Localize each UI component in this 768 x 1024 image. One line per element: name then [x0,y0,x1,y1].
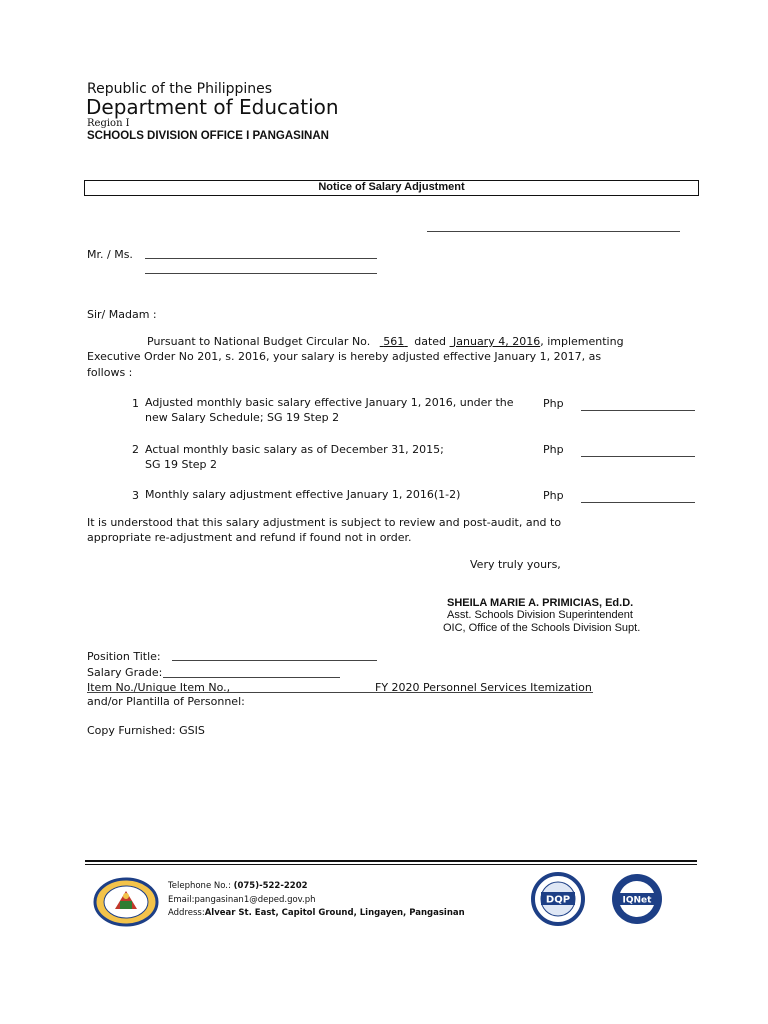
title-box [84,180,699,196]
svg-text:DQP: DQP [545,894,571,906]
salary-grade-label: Salary Grade: [87,666,163,679]
signatory-name: SHEILA MARIE A. PRIMICIAS, Ed.D. [447,597,634,609]
item-1-detail: new Salary Schedule; SG 19 Step 2 [145,411,340,424]
svg-text:IQNet: IQNet [622,895,652,906]
footer-rule-bottom [85,864,697,865]
item-1-amount-line [581,410,695,411]
p1-text-a: Pursuant to National Budget Circular No. [147,335,371,348]
p1-text-b: , implementing [540,335,624,348]
telephone-label: Telephone No.: [168,881,231,891]
paragraph-2-line-2: appropriate re-adjustment and refund if found not in order. [87,531,412,544]
item-2-currency: Php [543,443,564,456]
circular-number [374,335,408,348]
item-3-text: Monthly salary adjustment effective January 1, 2016(1-2) [145,488,461,501]
plantilla-label: and/or Plantilla of Personnel: [87,695,245,708]
addressee-address-line [145,273,377,274]
item-2-detail: SG 19 Step 2 [145,458,218,471]
iso-certification-logo [524,872,592,926]
salary-grade-line [163,677,340,678]
region-label: Region I [87,118,130,129]
position-title-line [172,660,377,661]
item-number-label: Item No./Unique Item No., [87,681,231,694]
division-seal-logo [93,877,159,927]
item-3-number: 3 [132,489,139,502]
circular-date [450,335,541,348]
paragraph-1-line-3: follows : [87,366,133,379]
address-label: Address: [168,908,205,918]
signatory-title-2: OIC, Office of the Schools Division Supt. [443,622,641,634]
greeting: Sir/ Madam : [87,308,157,321]
paragraph-1-line-1 [147,335,624,348]
itemization-label: FY 2020 Personnel Services Itemization [375,681,592,694]
email-value: pangasinan1@deped.gov.ph [194,895,316,905]
dated-label: dated [414,335,447,348]
item-1-number: 1 [132,397,139,410]
department-title: Department of Education [86,95,339,119]
address-row [168,908,465,918]
item-1-currency: Php [543,397,564,410]
closing: Very truly yours, [470,558,561,571]
item-2-text: Actual monthly basic salary as of December 31, 2015; [145,443,444,456]
paragraph-2-line-1: It is understood that this salary adjustment is subject to review and post-audit, and to [87,516,562,529]
circular-number-value: 561 [383,335,405,348]
circular-date-value: January 4, 2016 [453,335,541,348]
email-row [168,895,316,905]
addressee-name-line [145,258,377,259]
item-2-amount-line [581,456,695,457]
telephone-row [168,881,308,891]
notice-title: Notice of Salary Adjustment [318,181,465,193]
office-name: SCHOOLS DIVISION OFFICE I PANGASINAN [87,130,329,142]
footer-rule-top [85,860,697,862]
republic-line: Republic of the Philippines [87,81,273,97]
address-value: Alvear St. East, Capitol Ground, Lingayen, Pangasinan [204,908,465,918]
item-3-amount-line [581,502,695,503]
item-3-currency: Php [543,489,564,502]
signatory-title-1: Asst. Schools Division Superintendent [447,609,633,621]
copy-furnished: Copy Furnished: GSIS [87,724,205,737]
telephone-value: (075)-522-2202 [233,881,308,891]
iqnet-certification-logo [603,872,671,926]
item-1-text: Adjusted monthly basic salary effective January 1, 2016, under the [145,396,514,409]
paragraph-1-line-2: Executive Order No 201, s. 2016, your salary is hereby adjusted effective January 1, 2017, as [87,350,602,363]
date-line [427,231,680,232]
item-2-number: 2 [132,443,139,456]
position-title-label: Position Title: [87,650,161,663]
addressee-label: Mr. / Ms. [87,248,133,261]
email-label: Email: [168,895,195,905]
